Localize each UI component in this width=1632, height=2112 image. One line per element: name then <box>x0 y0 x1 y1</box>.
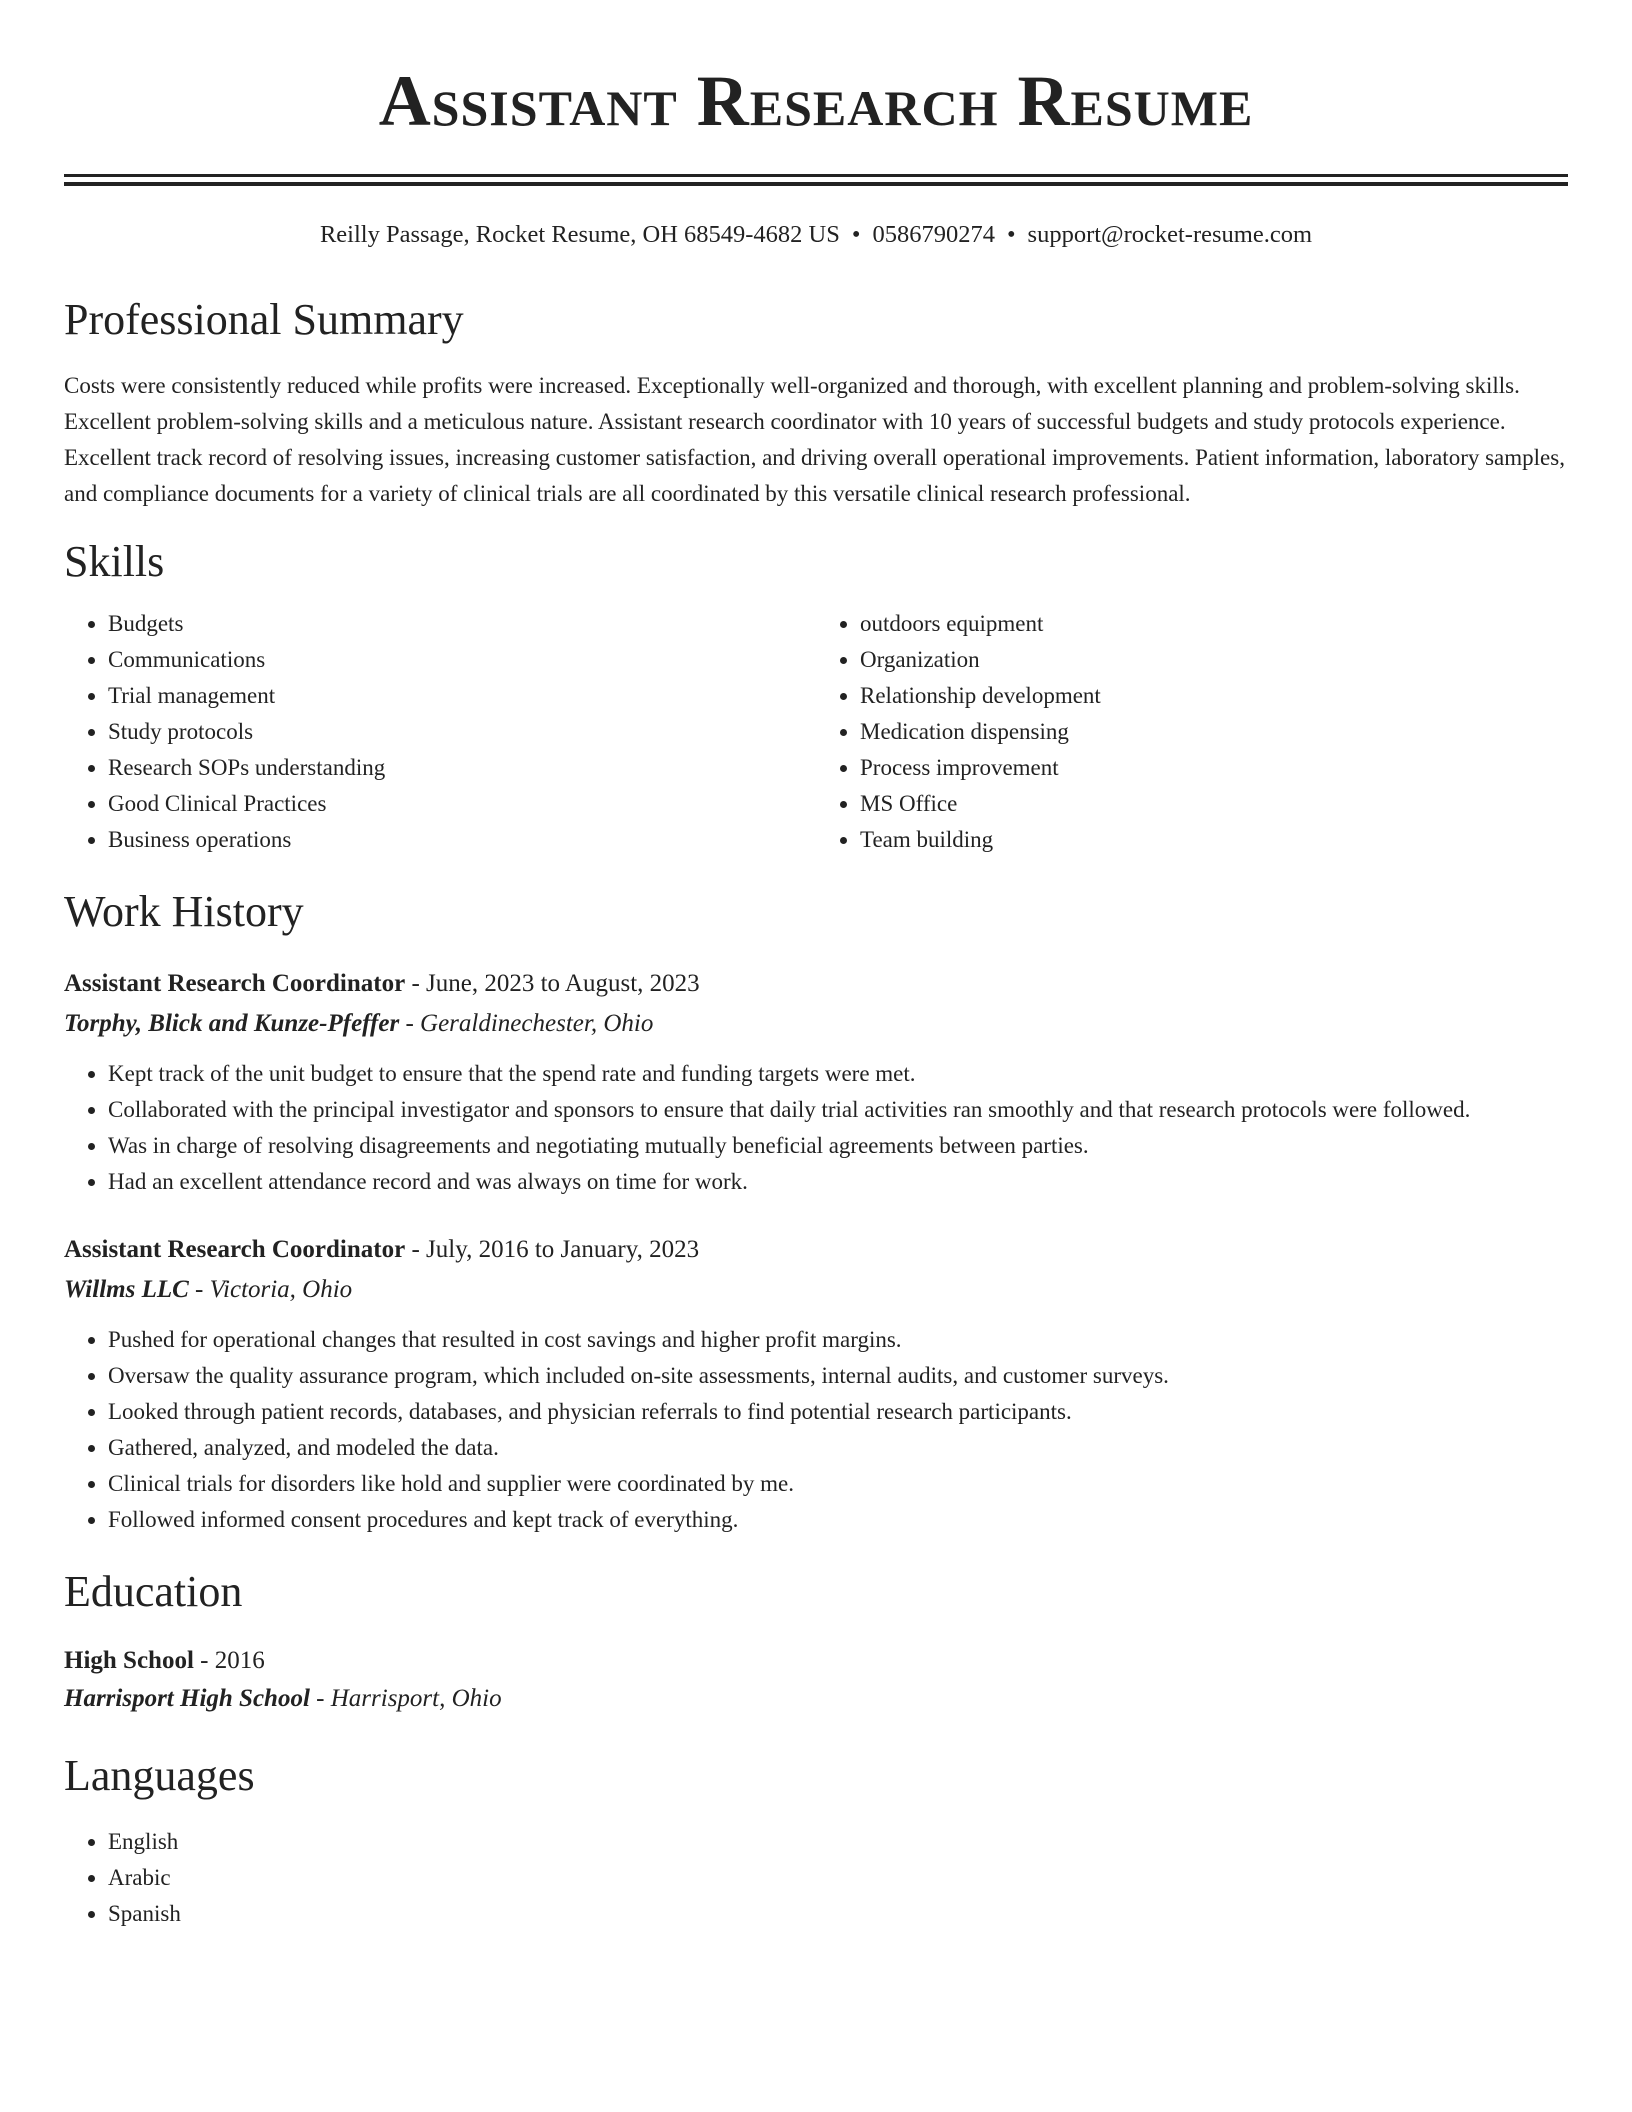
skill-item: • Relationship development <box>860 678 1568 714</box>
job-company: Torphy, Blick and Kunze-Pfeffer <box>64 1010 400 1037</box>
skills-right-column <box>816 606 1568 858</box>
contact-separator: • <box>851 221 861 248</box>
job-title-line <box>64 1230 1568 1270</box>
skill-item: • MS Office <box>860 786 1568 822</box>
education-year: - 2016 <box>193 1647 265 1674</box>
job-bullet: • Oversaw the quality assurance program, which included on-site assessments, internal audits, and customer surveys. <box>108 1358 1568 1394</box>
job-company-line <box>64 1004 1568 1044</box>
education-degree: High School <box>64 1647 194 1674</box>
title-divider-bottom <box>64 182 1568 186</box>
languages-list <box>64 1824 1568 1932</box>
languages-heading: Languages <box>64 1751 255 1800</box>
job-bullet: • Kept track of the unit budget to ensure that the spend rate and funding targets were met. <box>108 1056 1568 1092</box>
job-bullet-list <box>64 1322 1568 1538</box>
education-heading: Education <box>64 1567 243 1616</box>
summary-heading: Professional Summary <box>64 295 464 344</box>
job-location: - Victoria, Ohio <box>188 1276 353 1303</box>
job-company: Willms LLC <box>64 1276 189 1303</box>
skill-item: • Medication dispensing <box>860 714 1568 750</box>
skill-item: • Study protocols <box>108 714 816 750</box>
job-company-line <box>64 1270 1568 1310</box>
job-bullet-list <box>64 1056 1568 1200</box>
skill-item: • Organization <box>860 642 1568 678</box>
education-school: Harrisport High School <box>64 1685 310 1712</box>
contact-email: support@rocket-resume.com <box>1027 221 1313 248</box>
job-bullet: • Pushed for operational changes that resulted in cost savings and higher profit margins. <box>108 1322 1568 1358</box>
skill-item: • Budgets <box>108 606 816 642</box>
skill-item: • Communications <box>108 642 816 678</box>
work-history-heading: Work History <box>64 887 304 936</box>
education-school-line <box>64 1680 1568 1718</box>
job-bullet: • Gathered, analyzed, and modeled the data. <box>108 1430 1568 1466</box>
job-bullet: • Was in charge of resolving disagreements and negotiating mutually beneficial agreements between parties. <box>108 1128 1568 1164</box>
language-item: • English <box>108 1824 1568 1860</box>
job-title: Assistant Research Coordinator <box>64 1236 406 1263</box>
job-dates: - June, 2023 to August, 2023 <box>405 970 700 997</box>
education-degree-line <box>64 1642 1568 1680</box>
job-bullet: • Clinical trials for disorders like hold and supplier were coordinated by me. <box>108 1466 1568 1502</box>
resume-title: Assistant Research Resume <box>378 61 1254 141</box>
contact-address: Reilly Passage, Rocket Resume, OH 68549-4682 US <box>319 221 840 248</box>
skill-item: • Process improvement <box>860 750 1568 786</box>
summary-text: Costs were consistently reduced while profits were increased. Exceptionally well-organized and thorough, with excellent planning and problem-solving skills. Excellent problem-solving skills and a meticulous nature. Assistant research coordinator with 10 years of successful budgets and study protocols experience. Excellent track record of resolving issues, increasing customer satisfaction, and driving overall operational improvements. Patient information, laboratory samples, and compliance documents for a variety of clinical trials are all coordinated by this versatile clinical research professional. <box>64 373 1565 506</box>
contact-separator: • <box>1006 221 1016 248</box>
skill-item: • Team building <box>860 822 1568 858</box>
contact-line <box>64 218 1568 252</box>
job-bullet: • Looked through patient records, databases, and physician referrals to find potential research participants. <box>108 1394 1568 1430</box>
skills-heading: Skills <box>64 537 165 586</box>
skill-item: • Research SOPs understanding <box>108 750 816 786</box>
contact-phone: 0586790274 <box>872 221 995 248</box>
education-location: - Harrisport, Ohio <box>309 1685 502 1712</box>
job-title: Assistant Research Coordinator <box>64 970 406 997</box>
skill-item: • Trial management <box>108 678 816 714</box>
job-location: - Geraldinechester, Ohio <box>399 1010 654 1037</box>
title-divider-top <box>64 174 1568 177</box>
skill-item: • outdoors equipment <box>860 606 1568 642</box>
skills-left-column <box>64 606 816 858</box>
job-dates: - July, 2016 to January, 2023 <box>405 1236 700 1263</box>
job-bullet: • Followed informed consent procedures and kept track of everything. <box>108 1502 1568 1538</box>
language-item: • Arabic <box>108 1860 1568 1896</box>
skill-item: • Business operations <box>108 822 816 858</box>
job-title-line <box>64 964 1568 1004</box>
job-bullet: • Collaborated with the principal investigator and sponsors to ensure that daily trial activities ran smoothly and that research protocols were followed. <box>108 1092 1568 1128</box>
skill-item: • Good Clinical Practices <box>108 786 816 822</box>
language-item: • Spanish <box>108 1896 1568 1932</box>
job-bullet: • Had an excellent attendance record and was always on time for work. <box>108 1164 1568 1200</box>
skills-grid <box>64 606 1568 858</box>
